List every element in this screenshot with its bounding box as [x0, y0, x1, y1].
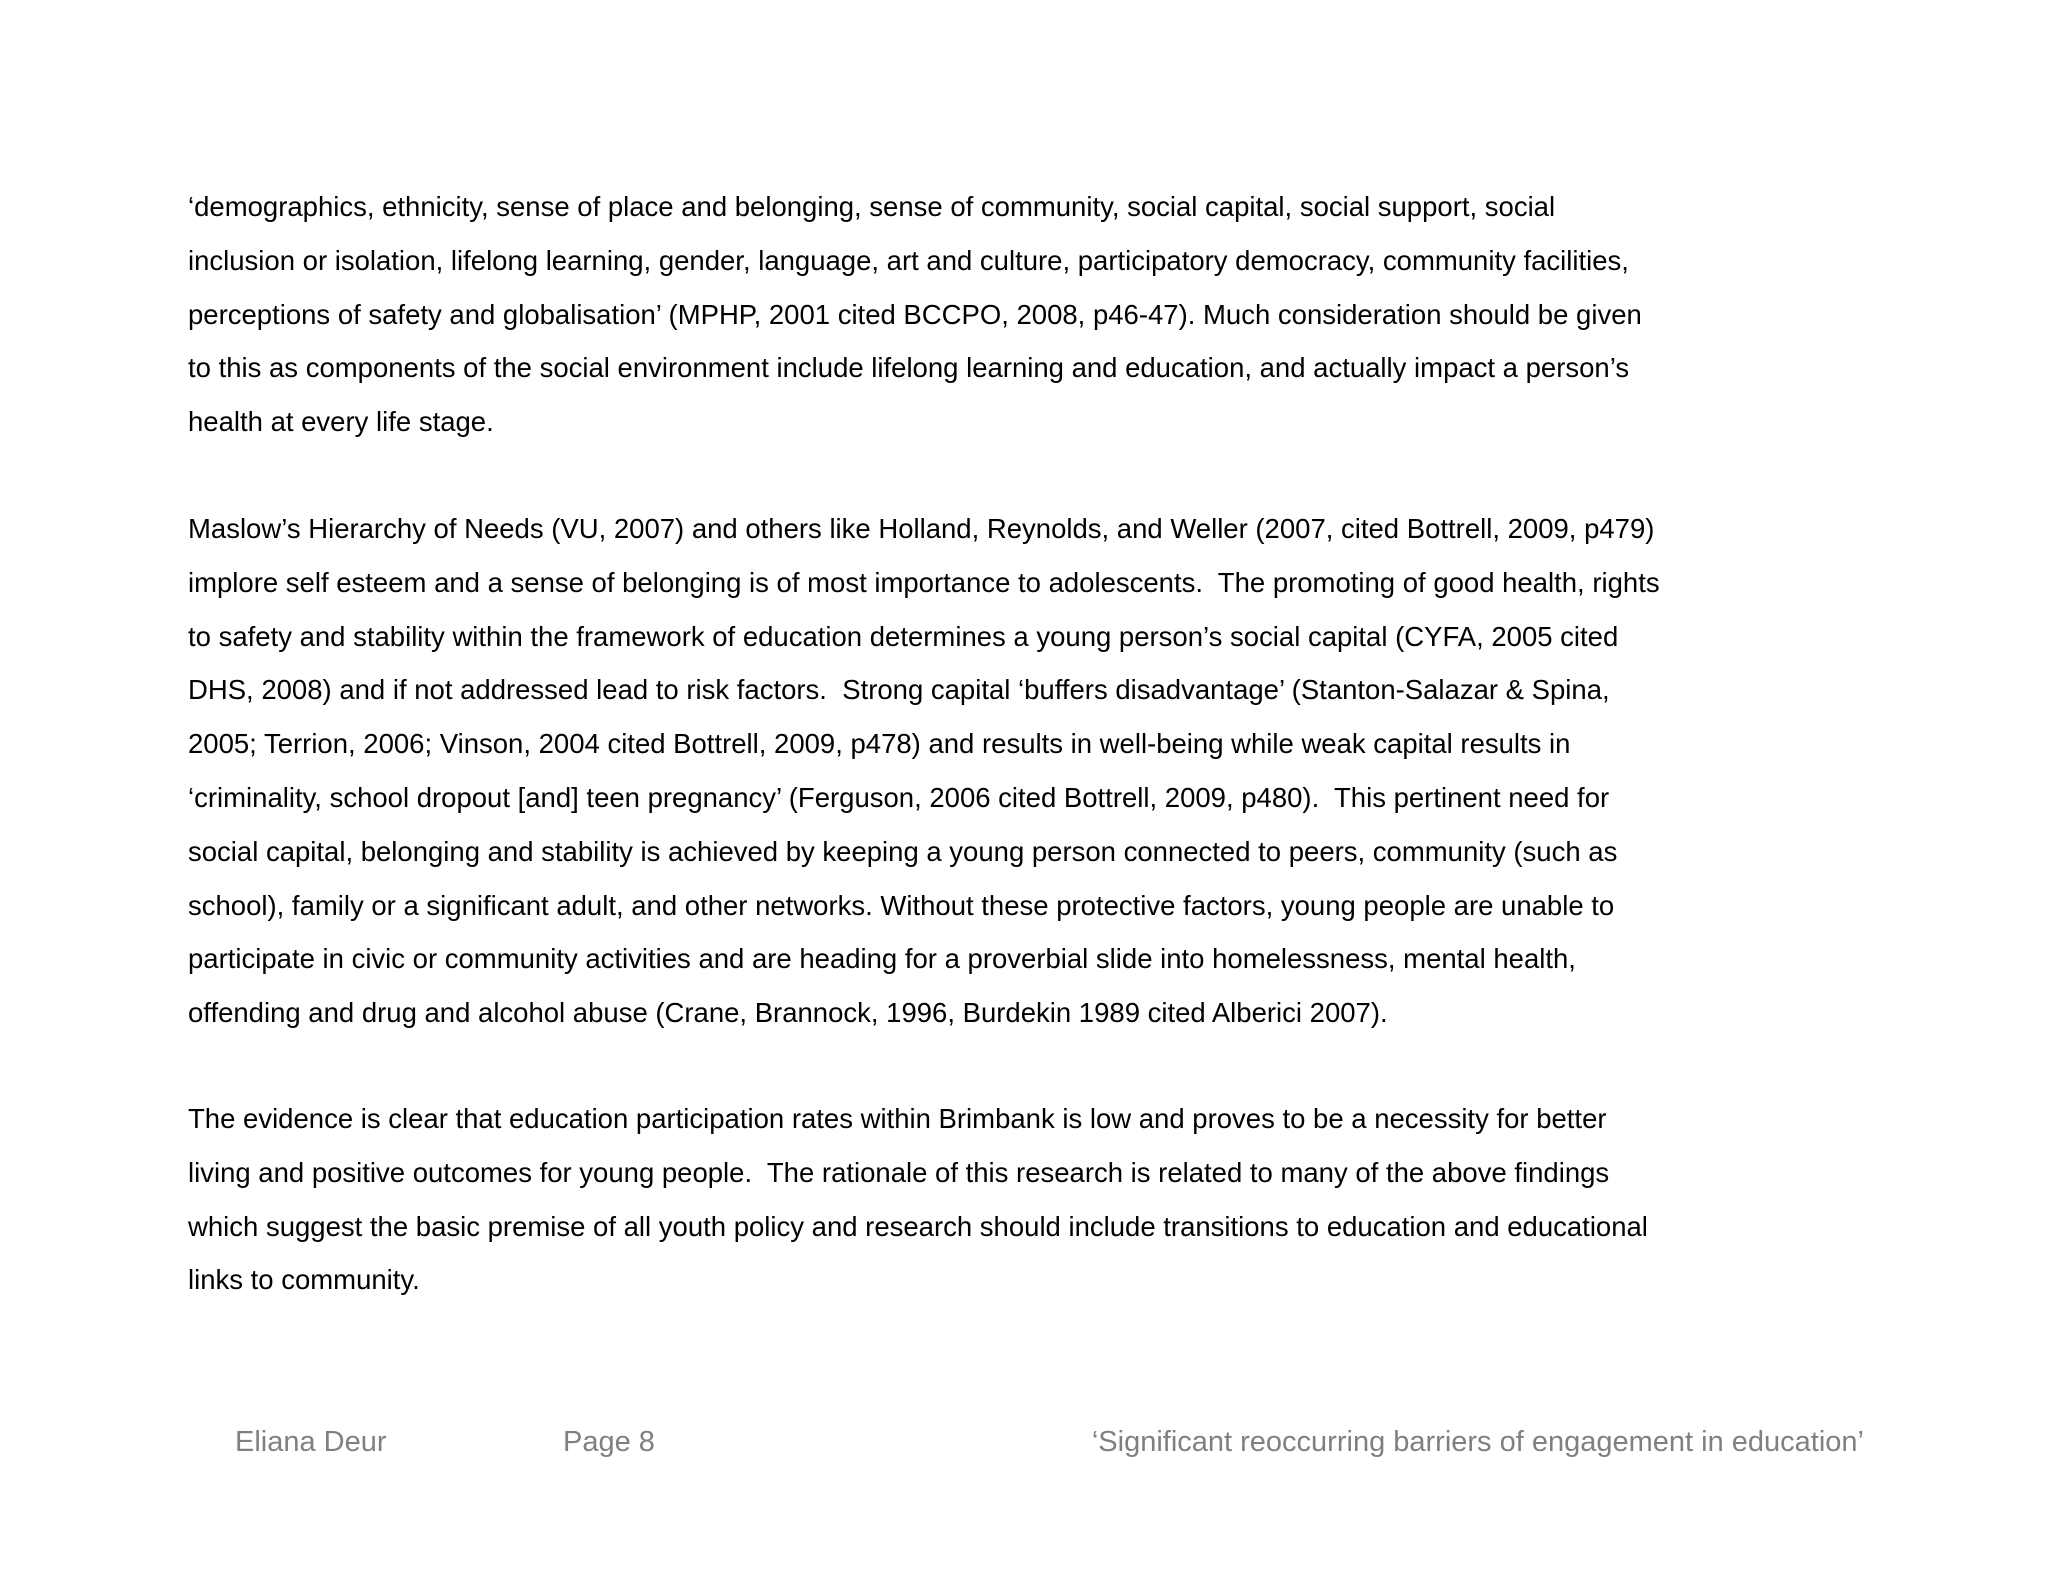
- text-line: living and positive outcomes for young people. The rationale of this research is related to many of the above findings: [188, 1156, 1610, 1188]
- text-line: social capital, belonging and stability is achieved by keeping a young person connected to peers, community (such as: [188, 835, 1618, 867]
- text-line: Maslow’s Hierarchy of Needs (VU, 2007) and others like Holland, Reynolds, and Weller (2007, cited Bottrell, 2009, p479): [188, 513, 1655, 544]
- footer-author: Eliana Deur: [235, 1426, 387, 1458]
- footer-page-number: Page 8: [563, 1426, 655, 1458]
- body-paragraph-1: [188, 180, 1888, 449]
- text-line: which suggest the basic premise of all youth policy and research should include transitions to education and educational: [188, 1210, 1648, 1242]
- text-line: ‘demographics, ethnicity, sense of place and belonging, sense of community, social capital, social support, social: [188, 191, 1556, 222]
- text-line: participate in civic or community activities and are heading for a proverbial slide into homelessness, mental health,: [188, 943, 1576, 975]
- text-line: 2005; Terrion, 2006; Vinson, 2004 cited Bottrell, 2009, p478) and results in well-being while weak capital results in: [188, 728, 1571, 760]
- text-line: to this as components of the social environment include lifelong learning and education, and actually impact a person’s: [188, 352, 1630, 384]
- text-line: to safety and stability within the framework of education determines a young person’s social capital (CYFA, 2005 cited: [188, 620, 1619, 652]
- footer-document-title: ‘Significant reoccurring barriers of engagement in education’: [1091, 1426, 1864, 1458]
- text-line: perceptions of safety and globalisation’ (MPHP, 2001 cited BCCPO, 2008, p46-47). Much consideration should be given: [188, 298, 1642, 330]
- text-line: ‘criminality, school dropout [and] teen pregnancy’ (Ferguson, 2006 cited Bottrell, 2009, p480). This pertinent need for: [188, 781, 1610, 813]
- text-line: inclusion or isolation, lifelong learning, gender, language, art and culture, participatory democracy, community facilities,: [188, 244, 1629, 276]
- text-line: school), family or a significant adult, and other networks. Without these protective factors, young people are unable to: [188, 889, 1615, 921]
- text-line: health at every life stage.: [188, 406, 494, 438]
- text-line: The evidence is clear that education participation rates within Brimbank is low and proves to be a necessity for better: [188, 1103, 1607, 1134]
- body-paragraph-3: [188, 1092, 1888, 1307]
- body-paragraph-2: [188, 502, 1888, 1040]
- text-line: links to community.: [188, 1264, 420, 1296]
- text-line: DHS, 2008) and if not addressed lead to risk factors. Strong capital ‘buffers disadvantage’ (Stanton-Salazar & Spina,: [188, 674, 1610, 706]
- text-line: implore self esteem and a sense of belonging is of most importance to adolescents. The promoting of good health, rights: [188, 566, 1660, 598]
- text-line: offending and drug and alcohol abuse (Crane, Brannock, 1996, Burdekin 1989 cited Alberici 2007).: [188, 997, 1388, 1029]
